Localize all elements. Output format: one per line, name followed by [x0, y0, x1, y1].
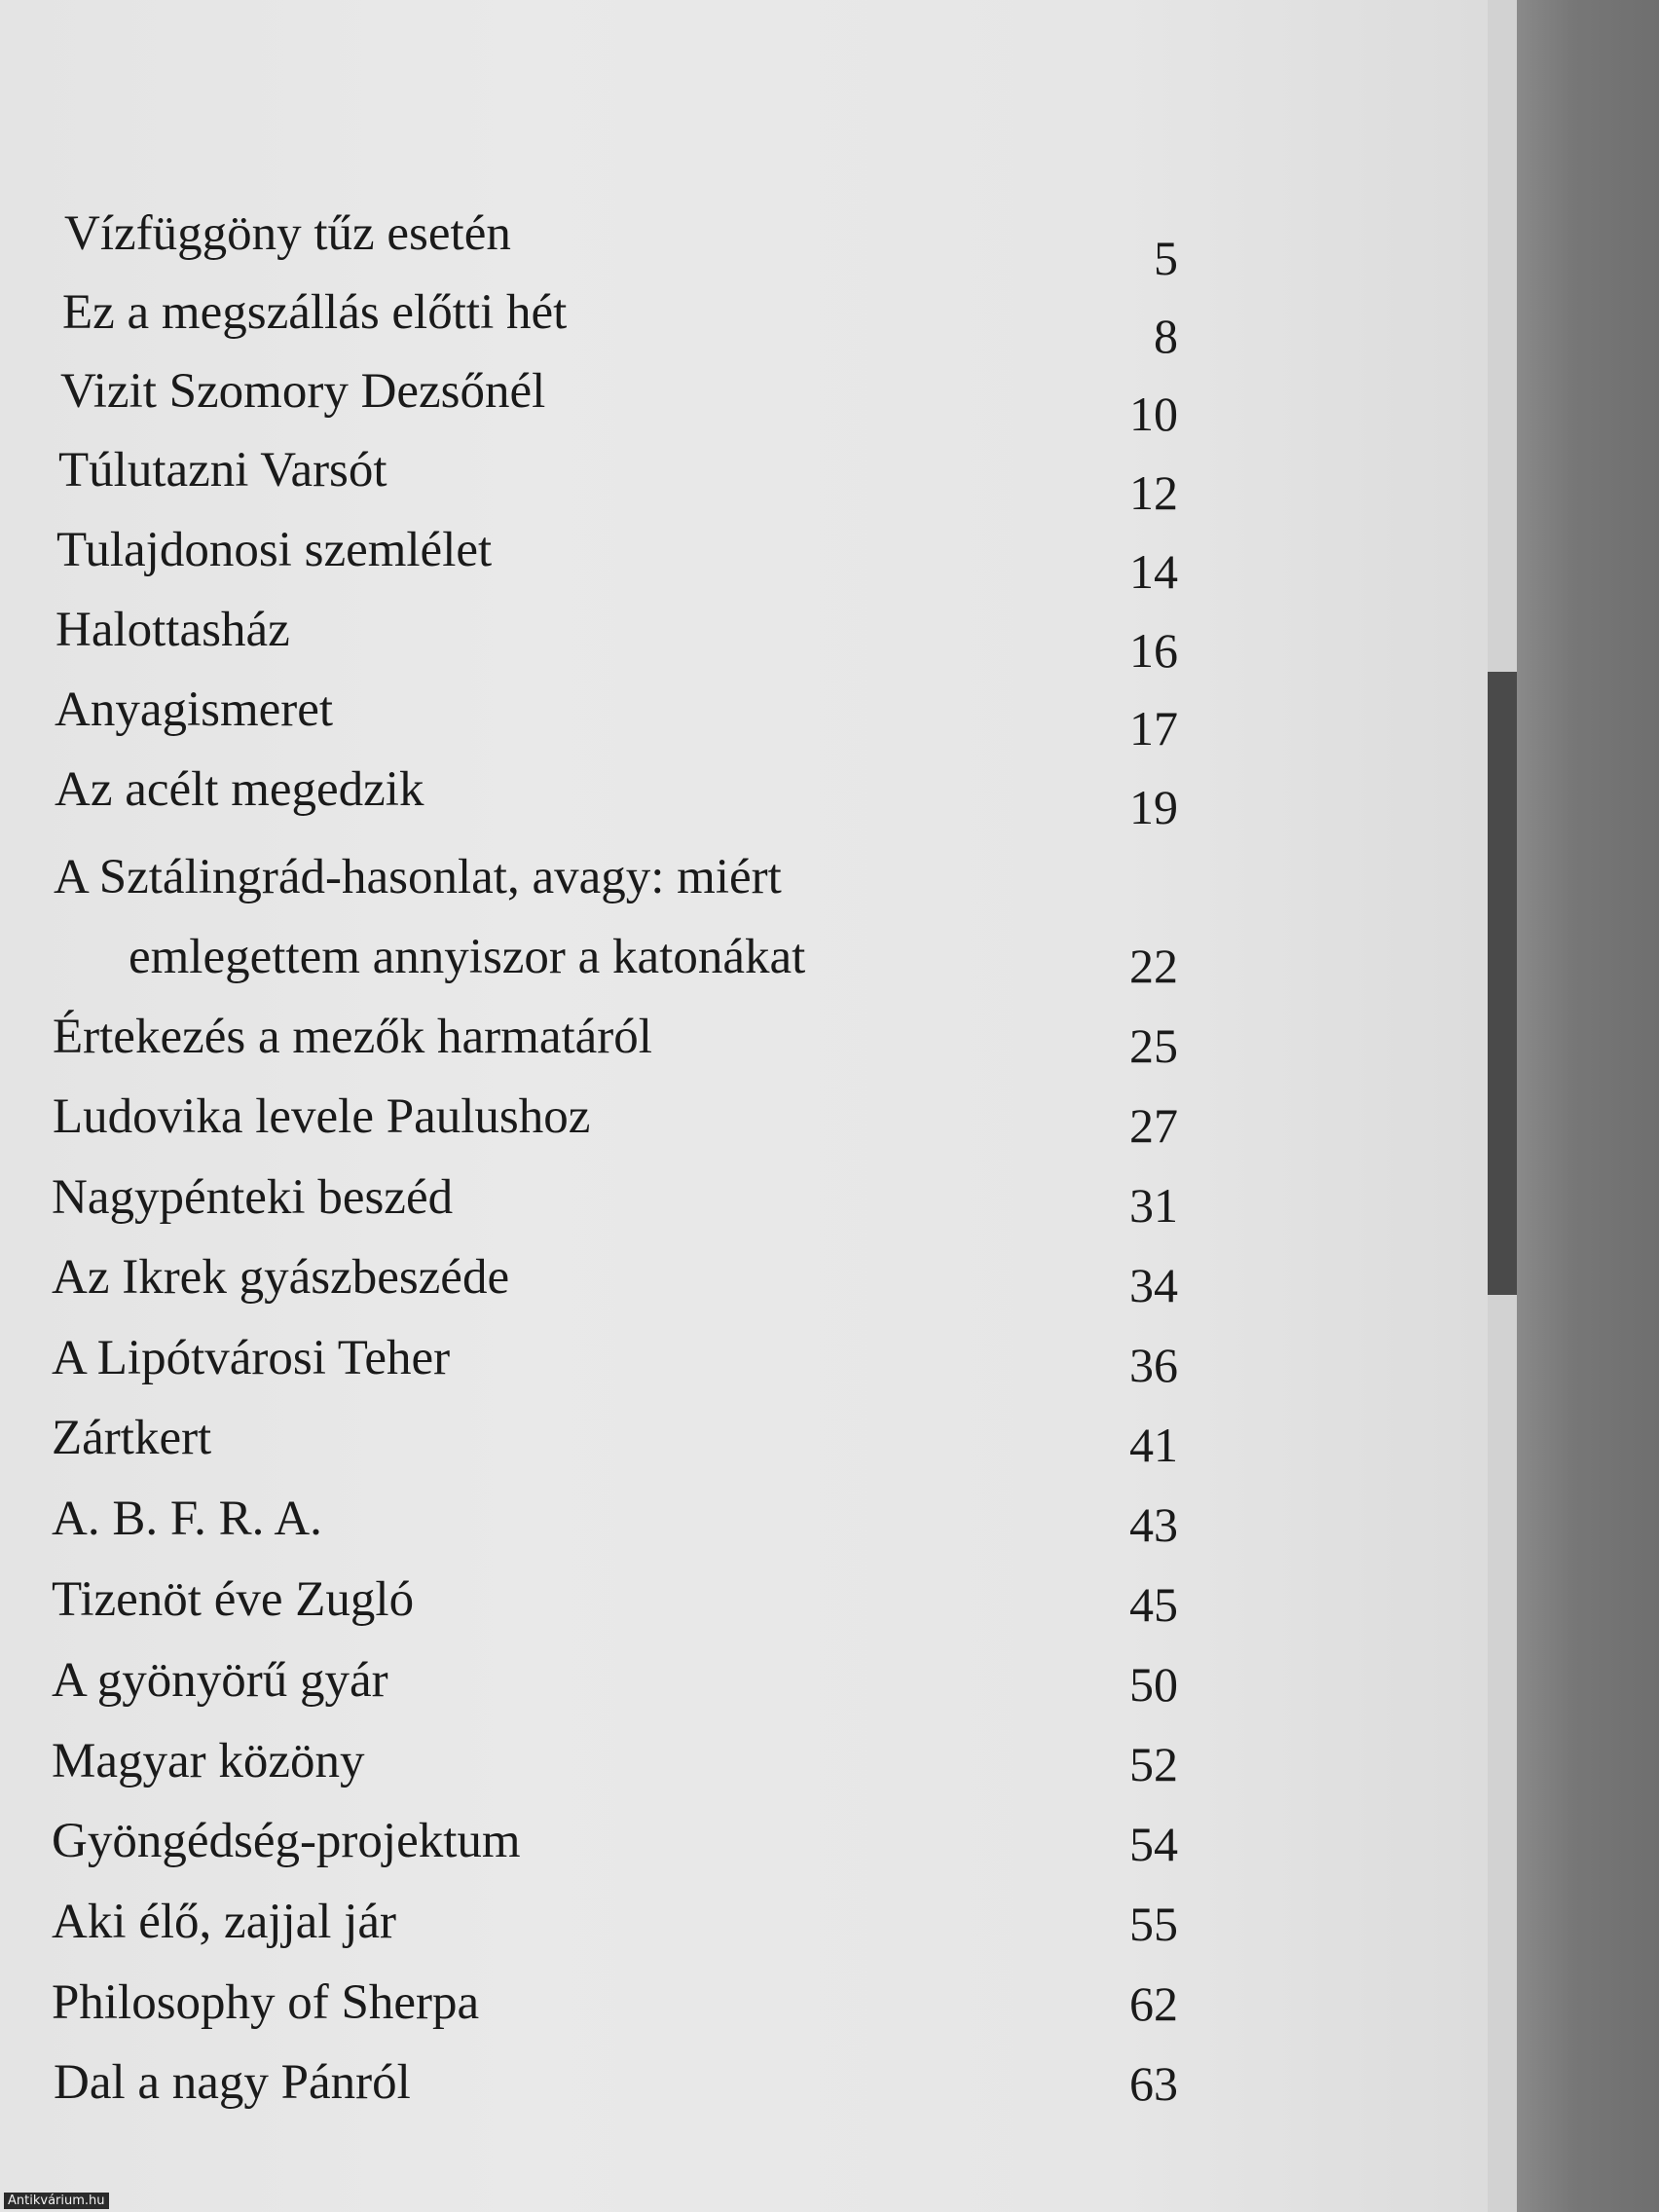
- watermark: Antikvárium.hu: [4, 2193, 109, 2209]
- toc-entry-page: 17: [1129, 701, 1178, 756]
- toc-entry-page: 34: [1129, 1258, 1178, 1312]
- toc-entry-title: Az Ikrek gyászbeszéde: [52, 1250, 510, 1305]
- toc-entry-title: Philosophy of Sherpa: [52, 1975, 480, 2030]
- toc-entry-page: 16: [1129, 623, 1178, 678]
- toc-entry-page: 50: [1129, 1657, 1178, 1712]
- toc-entry-title: Ludovika levele Paulushoz: [53, 1089, 591, 1144]
- toc-entry-title: Tizenöt éve Zugló: [52, 1572, 415, 1627]
- background-surface: [1517, 0, 1659, 2212]
- toc-entry-page: 27: [1129, 1098, 1178, 1153]
- toc-entry-title: Túlutazni Varsót: [58, 443, 387, 498]
- toc-entry-page: 36: [1129, 1338, 1178, 1392]
- toc-entry-title: Nagypénteki beszéd: [52, 1170, 454, 1225]
- toc-entry-title: Anyagismeret: [55, 682, 334, 737]
- toc-entry-title: Az acélt megedzik: [55, 762, 424, 817]
- toc-entry-page: 45: [1129, 1577, 1178, 1632]
- toc-entry-page: 63: [1129, 2056, 1178, 2111]
- toc-entry-title: Gyöngédség-projektum: [52, 1814, 521, 1868]
- toc-entry-title: Magyar közöny: [52, 1734, 365, 1788]
- toc-entry-page: 25: [1129, 1018, 1178, 1073]
- toc-entry-title: Vizit Szomory Dezsőnél: [60, 364, 546, 419]
- toc-entry-page: 10: [1129, 387, 1178, 441]
- toc-entry-page: 31: [1129, 1178, 1178, 1233]
- toc-entry-page: 12: [1129, 465, 1178, 520]
- toc-entry-title-continuation: emlegettem annyiszor a katonákat: [129, 930, 806, 984]
- toc-entry-title: Tulajdonosi szemlélet: [56, 523, 493, 577]
- toc-entry-page: 52: [1129, 1737, 1178, 1791]
- toc-entry-title: Értekezés a mezők harmatáról: [53, 1010, 652, 1064]
- toc-entry-title: A Lipótvárosi Teher: [52, 1331, 451, 1385]
- toc-entry-page: 62: [1129, 1976, 1178, 2031]
- back-page-strip: [1488, 672, 1517, 1295]
- toc-entry-page: 43: [1129, 1497, 1178, 1552]
- toc-entry-title: A. B. F. R. A.: [52, 1492, 322, 1546]
- toc-entry-page: 22: [1129, 939, 1178, 993]
- toc-entry-title: Halottasház: [55, 603, 290, 657]
- toc-entry-page: 8: [1154, 309, 1178, 363]
- toc-entry-title: Ez a megszállás előtti hét: [62, 285, 568, 340]
- toc-entry-title: Aki élő, zajjal jár: [52, 1895, 397, 1949]
- toc-entry-page: 14: [1129, 544, 1178, 599]
- toc-entry-title: A gyönyörű gyár: [52, 1653, 388, 1708]
- toc-entry-page: 55: [1129, 1897, 1178, 1951]
- toc-entry-title: Zártkert: [52, 1411, 212, 1465]
- toc-entry-title: A Sztálingrád-hasonlat, avagy: miért: [54, 850, 782, 904]
- toc-entry-page: 19: [1129, 780, 1178, 834]
- toc-entry-page: 41: [1129, 1418, 1178, 1472]
- toc-entry-page: 54: [1129, 1817, 1178, 1871]
- toc-entry-title: Dal a nagy Pánról: [54, 2055, 411, 2110]
- toc-entry-title: Vízfüggöny tűz esetén: [64, 206, 511, 261]
- toc-entry-page: 5: [1154, 231, 1178, 285]
